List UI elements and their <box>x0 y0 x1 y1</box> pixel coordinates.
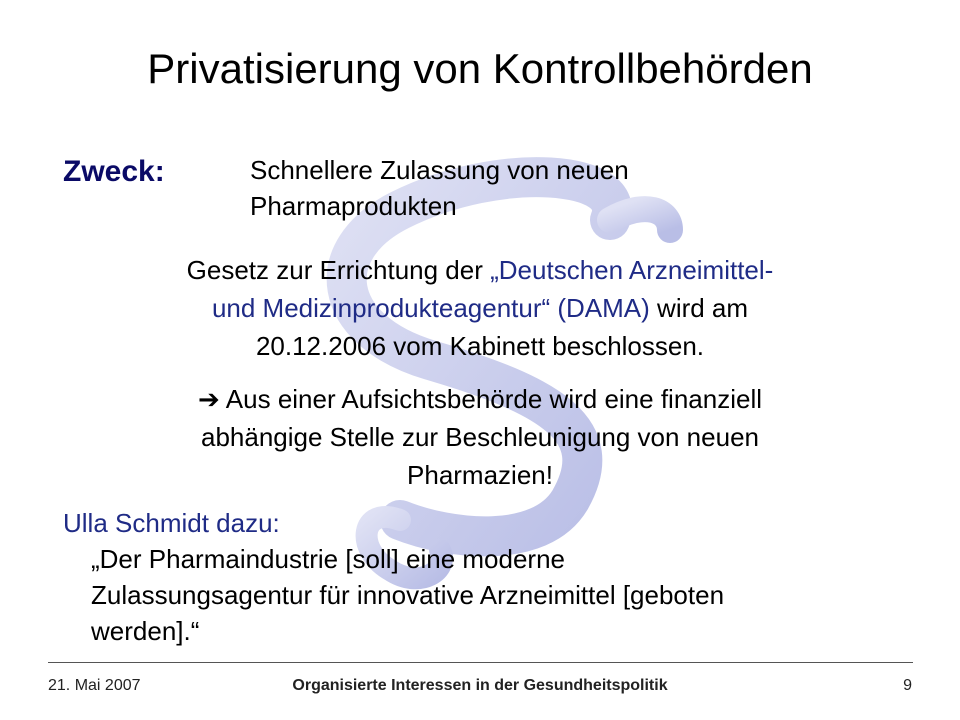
purpose-label: Zweck: <box>63 155 165 188</box>
purpose-text <box>250 152 850 224</box>
law-mid-text: wird am <box>649 293 749 323</box>
right-arrow-icon: ➔ <box>198 384 220 414</box>
law-line-2 <box>100 289 860 327</box>
slide-title: Privatisierung von Kontrollbehörden <box>147 45 813 92</box>
page-number: 9 <box>903 677 912 694</box>
quote-line-3: werden].“ <box>91 616 200 646</box>
consequence-line-2: abhängige Stelle zur Beschleunigung von neuen <box>201 422 759 452</box>
quote-text <box>91 541 911 649</box>
agency-name-part-2: und Medizinprodukteagentur“ (DAMA) <box>211 293 650 323</box>
quote-label: Ulla Schmidt dazu: <box>63 508 280 538</box>
law-intro-text: Gesetz zur Errichtung der <box>186 255 491 285</box>
footer-divider <box>48 662 913 663</box>
consequence-paragraph <box>110 380 850 494</box>
quote-line-2: Zulassungsagentur für innovative Arzneimittel [geboten <box>91 580 725 610</box>
consequence-text-1: Aus einer Aufsichtsbehörde wird eine finanziell <box>225 384 762 414</box>
purpose-line-2: Pharmaprodukten <box>250 191 457 221</box>
quote-line-1: „Der Pharmaindustrie [soll] eine moderne <box>91 544 565 574</box>
law-paragraph <box>100 251 860 365</box>
footer-title: Organisierte Interessen in der Gesundheitspolitik <box>292 677 668 694</box>
consequence-line-1 <box>110 380 850 418</box>
footer-date: 21. Mai 2007 <box>48 677 141 694</box>
law-line-1 <box>100 251 860 289</box>
agency-name-part-1: „Deutschen Arzneimittel- <box>490 255 774 285</box>
law-line-3: 20.12.2006 vom Kabinett beschlossen. <box>255 331 705 361</box>
purpose-line-1: Schnellere Zulassung von neuen <box>250 155 629 185</box>
consequence-line-3: Pharmazien! <box>407 460 553 490</box>
